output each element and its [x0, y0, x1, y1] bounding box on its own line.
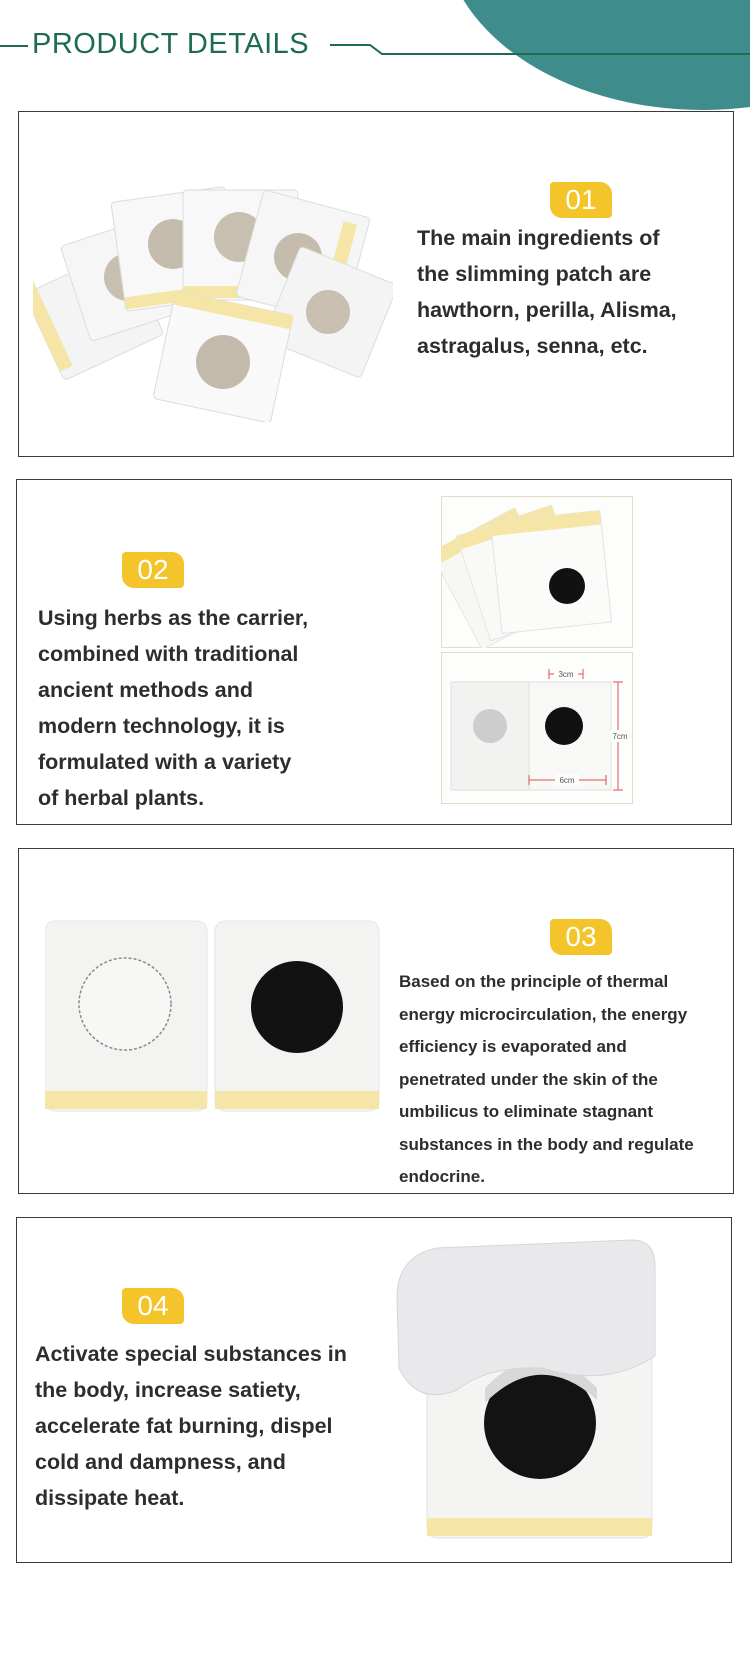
page-header	[0, 0, 750, 110]
section-description	[417, 220, 727, 364]
header-rule-right	[330, 38, 750, 58]
description-line: Based on the principle of thermal	[399, 972, 669, 991]
step-badge: 04	[122, 1288, 184, 1324]
description-line: of herbal plants.	[38, 786, 205, 810]
section-description	[399, 966, 729, 1194]
page-title: PRODUCT DETAILS	[32, 28, 310, 60]
dimension-label-height: 7cm	[612, 732, 628, 741]
description-line: the slimming patch are	[417, 262, 652, 286]
step-badge: 03	[550, 919, 612, 955]
section-description	[35, 1336, 375, 1516]
step-badge: 01	[550, 182, 612, 218]
description-line: hawthorn, perilla, Alisma,	[417, 298, 677, 322]
description-line: umbilicus to eliminate stagnant	[399, 1102, 654, 1121]
header-rule-left	[0, 45, 28, 47]
description-line: endocrine.	[399, 1167, 485, 1186]
dimension-label-width-full: 6cm	[559, 776, 575, 785]
step-badge: 02	[122, 552, 184, 588]
section-card-4	[16, 1217, 732, 1563]
description-line: efficiency is evaporated and	[399, 1037, 627, 1056]
description-line: The main ingredients of	[417, 226, 660, 250]
description-line: penetrated under the skin of the	[399, 1069, 658, 1089]
description-line: formulated with a variety	[38, 750, 292, 774]
description-line: energy microcirculation, the energy	[399, 1004, 688, 1024]
description-line: modern technology, it is	[38, 714, 285, 738]
section-card-1	[18, 111, 734, 457]
section-card-3	[18, 848, 734, 1194]
section-description	[38, 600, 368, 816]
description-line: Activate special substances in	[35, 1342, 347, 1366]
description-line: dissipate heat.	[35, 1486, 185, 1510]
description-line: Using herbs as the carrier,	[38, 606, 309, 630]
description-line: accelerate fat burning, dispel	[35, 1414, 333, 1438]
description-line: the body, increase satiety,	[35, 1378, 301, 1402]
description-line: combined with traditional	[38, 642, 299, 666]
patch-pile-illustration	[33, 172, 393, 422]
description-line: ancient methods and	[38, 678, 254, 702]
section-card-2	[16, 479, 732, 825]
patch-dimensions-photo	[441, 652, 633, 804]
patch-stack-photo	[441, 496, 633, 648]
patch-peeling-illustration	[377, 1238, 677, 1544]
patch-pair-illustration	[45, 919, 381, 1115]
dimension-label-width-small: 3cm	[558, 670, 574, 679]
description-line: astragalus, senna, etc.	[417, 334, 648, 358]
description-line: substances in the body and regulate	[399, 1134, 694, 1154]
description-line: cold and dampness, and	[35, 1450, 286, 1474]
